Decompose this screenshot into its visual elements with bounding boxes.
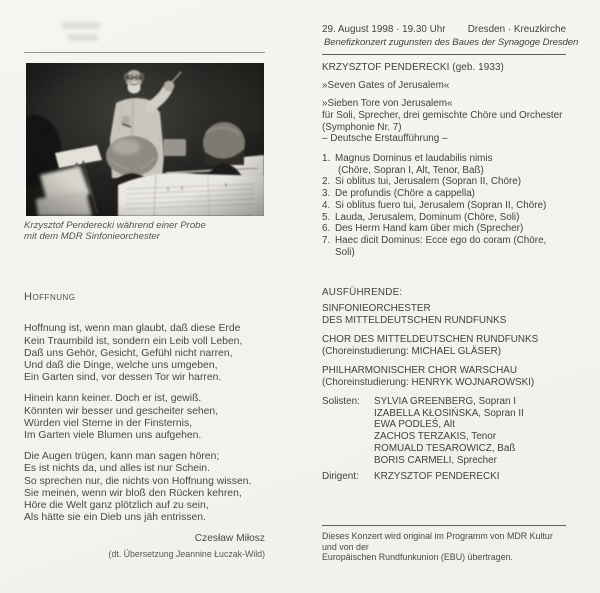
poem-stanza-3 [24,451,265,525]
work-scoring: für Soli, Sprecher, drei gemischte Chöre und Orchester [322,110,563,121]
divider-rule-top [322,54,566,55]
movement-item [322,223,566,235]
poem-stanza-1 [24,323,265,384]
photo-caption-line1: Krzysztof Penderecki während einer Probe [24,220,206,231]
work-title-german: »Sieben Tore von Jerusalem« [322,98,453,109]
soloist-name: SYLVIA GREENBERG, Sopran I [374,396,516,407]
movement-item [322,153,566,165]
work-symphony-number: (Symphonie Nr. 7) [322,121,402,133]
movement-item [322,200,566,212]
soloists-section [322,396,566,466]
poem-line: Hoffnung ist, wenn man glaubt, daß diese Erde [24,323,241,335]
poem-line: Die Augen trügen, kann man sagen hören; [24,450,220,462]
ensemble-name: PHILHARMONISCHER CHOR WARSCHAU [322,365,517,376]
broadcast-note-line2: Europäischen Rundfunkunion (EBU) übertragen. [322,552,513,563]
ensemble-chorusmaster: (Choreinstudierung: HENRYK WOJNAROWSKI) [322,377,535,388]
poem-line: Höre die Welt ganz plötzlich auf zu sein, [24,500,209,512]
conductor-photo [26,63,264,216]
movement-text: Magnus Dominus et laudabilis nimis [335,153,493,164]
movement-text: Si oblitus tui, Jerusalem (Sopran II, Chöre) [335,176,522,188]
poem-title: Hoffnung [24,291,76,303]
poem-line: So sprechen nur, die nichts von Hoffnung wissen. [24,475,252,487]
poem-translation-credit: (dt. Übersetzung Jeannine Łuczak-Wild) [108,549,265,560]
photo-caption-line2: mit dem MDR Sinfonieorchester [24,231,160,243]
broadcast-note-line1: Dieses Konzert wird original im Programm von MDR Kultur und von der [322,531,553,552]
movement-list [322,153,566,258]
movement-item [322,188,566,200]
movement-item [322,176,566,188]
conductor-row [322,471,566,482]
event-date-time: 29. August 1998 · 19.30 Uhr [322,24,446,35]
movement-item [322,235,566,258]
event-header [322,24,566,35]
soloist-name: IZABELLA KŁOSIŃSKA, Sopran II [374,407,524,419]
poem-line: Es ist nichts da, und alles ist nur Schein. [24,463,210,475]
soloist-name: BORIS CARMELI, Sprecher [374,454,497,466]
soloist-name: ROMUALD TESAROWICZ, Baß [374,442,516,454]
ensemble-orchestra [322,303,538,327]
soloists-label: Solisten: [322,396,360,407]
conductor-label: Dirigent: [322,471,359,482]
work-title-english: »Seven Gates of Jerusalem« [322,80,450,91]
soloist-row [322,408,566,420]
movement-text: Si oblitus fuero tui, Jerusalem (Sopran II, Chöre) [335,199,547,211]
movement-text: Haec dicit Dominus: Ecce ego do coram (Chöre, Soli) [335,234,547,258]
poem-line: Würden viel Sterne in der Finsternis, [24,417,193,429]
movement-number: 4. [322,199,331,211]
soloist-name: ZACHOS TERZAKIS, Tenor [374,431,497,443]
movement-number: 6. [322,223,331,235]
divider-rule-bottom [322,525,566,526]
premiere-note: – Deutsche Erstaufführung – [322,133,448,144]
soloist-row [322,396,566,408]
movement-number: 5. [322,211,331,223]
poem-line: Im Garten viele Blumen uns aufgehen. [24,430,202,442]
poem-line: Könnten wir besser und gescheiter sehen, [24,405,219,417]
ink-bleed-mark [62,22,100,29]
conductor-name: KRZYSZTOF PENDERECKI [374,471,500,482]
movement-item-subline [322,165,566,177]
movement-text: De profundis (Chöre a cappella) [335,188,475,200]
poem-line: Hinein kann keiner. Doch er ist, gewiß. [24,393,202,405]
poem-author: Czesław Miłosz [194,533,265,545]
soloist-row [322,455,566,467]
ensemble-name: CHOR DES MITTELDEUTSCHEN RUNDFUNKS [322,334,539,345]
performers-heading: AUSFÜHRENDE: [322,287,403,298]
poem-line: Ein Garten sind, vor dessen Tor wir harren. [24,372,222,384]
soloist-row [322,419,566,431]
soloist-name: EWA PODLEŚ, Alt [374,419,455,431]
ensemble-chorusmaster: (Choreinstudierung: MICHAEL GLÄSER) [322,346,502,357]
conductor-photo-illustration [26,63,264,216]
poem-section [24,291,265,560]
poem-line: Kein Traumbild ist, sondern ein Leib voll Leben, [24,335,243,347]
ensemble-choir-mdr [322,334,538,358]
poem-line: Daß uns Gehör, Gesicht, Gefühl nicht narren, [24,347,233,359]
composer-name: KRZYSZTOF PENDERECKI (geb. 1933) [322,62,504,73]
movement-text: (Chöre, Sopran I, Alt, Tenor, Baß) [338,164,484,176]
movement-text: Lauda, Jerusalem, Dominum (Chöre, Soli) [335,211,520,223]
movement-number: 1. [322,153,331,164]
movement-text: Des Herrn Hand kam über mich (Sprecher) [335,223,524,235]
ensemble-name: SINFONIEORCHESTER [322,303,431,314]
ensemble-choir-warsaw [322,365,538,389]
poem-stanza-2 [24,393,265,442]
event-subtitle: Benefizkonzert zugunsten des Baues der Synagoge Dresden [324,37,579,48]
movement-number: 7. [322,234,331,246]
ensemble-name: DES MITTELDEUTSCHEN RUNDFUNKS [322,315,507,326]
poem-line: Als hätte sie ein Dieb uns jäh entrissen. [24,512,206,524]
soloist-row [322,443,566,455]
broadcast-note [322,531,566,563]
soloist-row [322,431,566,443]
ensemble-list [322,303,538,396]
movement-number: 2. [322,176,331,188]
photo-caption [24,220,264,243]
poem-line: Und daß die Dinge, welche uns umgeben, [24,360,218,372]
movement-item [322,212,566,224]
movement-number: 3. [322,188,331,200]
event-location: Dresden · Kreuzkirche [467,24,566,35]
ink-bleed-mark [68,34,98,41]
divider-rule-left [24,52,265,53]
poem-line: Sie meinen, wenn wir bloß den Rücken kehren, [24,487,242,499]
